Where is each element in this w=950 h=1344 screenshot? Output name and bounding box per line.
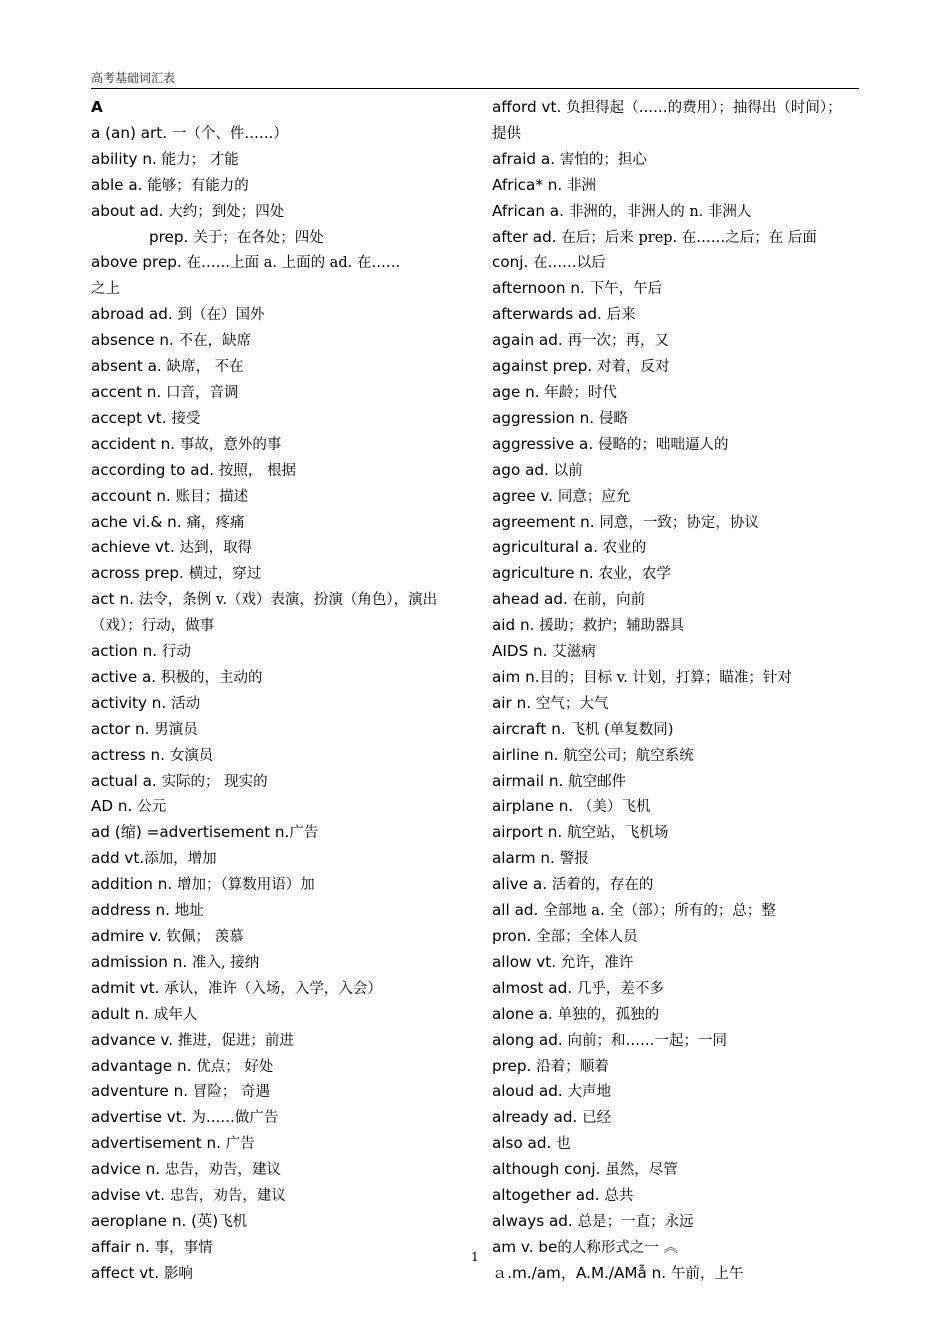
entry-definition: 空气；大气: [535, 695, 609, 712]
vocab-entry: [492, 613, 872, 639]
vocab-entry: [91, 276, 466, 302]
entry-term: actor n.: [91, 719, 155, 738]
entry-definition: 总共: [604, 1188, 634, 1205]
entry-definition: 冒险； 奇遇: [192, 1084, 270, 1101]
entry-definition: 痛，疼痛: [186, 514, 245, 531]
vocab-entry: [91, 302, 466, 328]
vocab-entry: [91, 1105, 466, 1131]
vocab-entry: [91, 354, 466, 380]
vocab-entry: [91, 250, 466, 276]
entry-term: A: [91, 98, 103, 116]
entry-term: actress n.: [91, 745, 170, 764]
vocab-entry: [91, 561, 466, 587]
entry-term: afternoon n.: [492, 279, 590, 298]
entry-definition: 不在，缺席: [178, 333, 252, 350]
entry-term: AIDS n.: [492, 642, 553, 661]
entry-term: absence n.: [91, 331, 179, 350]
vocab-entry: [91, 665, 466, 691]
entry-term: alone a.: [492, 1004, 558, 1023]
entry-definition: 准入, 接纳: [192, 954, 260, 971]
entry-term: ability n.: [91, 149, 162, 168]
entry-definition: 增加；（算数用语）加: [177, 877, 315, 894]
entry-definition: 的人称形式之一 ︽: [557, 1239, 678, 1256]
entry-definition: 负担得起（……的费用）；抽得出（时间）；: [566, 100, 842, 116]
vocab-entry: [492, 1261, 872, 1287]
entry-term: aloud ad.: [492, 1082, 568, 1101]
vocab-entry: [492, 898, 872, 924]
entry-term: ahead ad.: [492, 590, 573, 609]
entry-definition: 大声地: [567, 1084, 612, 1101]
entry-definition: 也: [556, 1136, 571, 1153]
entry-definition: 添加，增加: [144, 851, 217, 868]
entry-definition: 飞机: [218, 1213, 248, 1230]
entry-term: altogether ad.: [492, 1186, 605, 1205]
entry-term: all ad.: [492, 901, 544, 920]
entry-term: active a.: [91, 667, 161, 686]
vocab-entry: [91, 1209, 466, 1235]
entry-term: adult n.: [91, 1004, 154, 1023]
entry-definition: 航空公司；航空系统: [563, 747, 694, 764]
entry-definition: 允许，准许: [560, 954, 634, 971]
vocab-entry: [492, 458, 872, 484]
vocab-entry: [91, 717, 466, 743]
vocab-entry: [492, 1028, 872, 1054]
entry-term: agricultural a.: [492, 538, 603, 557]
entry-term: advise vt.: [91, 1186, 170, 1205]
vocab-entry: [91, 1131, 466, 1157]
entry-definition: 账目；描述: [175, 488, 249, 505]
vocab-entry: [492, 1183, 872, 1209]
entry-definition: 援助；救护；辅助器具: [539, 618, 685, 635]
vocab-entry: [492, 95, 872, 121]
entry-term: across prep.: [91, 564, 189, 583]
entry-term: agriculture n.: [492, 564, 599, 583]
entry-term: ａ.m./am，A.M./AMẫ n.: [492, 1263, 671, 1282]
page-number: 1: [471, 1250, 479, 1264]
entry-definition: 之上: [91, 281, 120, 298]
entry-definition: 推进，促进；前进: [177, 1032, 294, 1049]
vocab-entry: [91, 1079, 466, 1105]
entry-term: also ad.: [492, 1134, 557, 1153]
entry-definition: 沿着；顺着: [536, 1058, 609, 1075]
entry-definition: 警报: [559, 851, 589, 868]
vocab-entry: [91, 147, 466, 173]
entry-definition: 再一次；再，又: [567, 333, 670, 350]
vocab-entry: [492, 276, 872, 302]
entry-term: addition n.: [91, 875, 178, 894]
entry-definition: 在……以后: [533, 255, 606, 272]
entry-definition: 侵略的；咄咄逼人的: [598, 436, 729, 453]
entry-definition: 以前: [553, 462, 583, 479]
entry-definition: 成年人: [153, 1006, 198, 1023]
vocab-entry: [91, 872, 466, 898]
vocab-entry: [492, 639, 872, 665]
vocab-entry: [91, 846, 466, 872]
entry-term: alive a.: [492, 875, 552, 894]
entry-term: aeroplane n. (英): [91, 1211, 219, 1230]
entry-term: agree v.: [492, 486, 558, 505]
vocab-entry: [492, 173, 872, 199]
entry-definition: 航空站，飞机场: [567, 825, 669, 842]
right-column: [492, 95, 872, 1287]
entry-definition: 口音，音调: [166, 384, 239, 401]
entry-term: abroad ad.: [91, 305, 178, 324]
entry-term: aircraft n.: [492, 719, 571, 738]
vocab-entry: [492, 1209, 872, 1235]
vocab-entry: [492, 950, 872, 976]
entry-definition: 忠告，劝告，建议: [169, 1188, 286, 1205]
entry-term: affair n.: [91, 1237, 155, 1256]
entry-term: after ad.: [492, 227, 562, 246]
entry-term: affect vt.: [91, 1263, 164, 1282]
entry-term: about ad.: [91, 201, 169, 220]
entry-definition: 农业，农学: [598, 566, 672, 583]
entry-definition: 按照， 根据: [218, 462, 297, 479]
entry-definition: 侵略: [598, 410, 628, 427]
entry-definition: 同意，一致；协定，协议: [599, 514, 759, 531]
entry-definition: 影响: [163, 1265, 193, 1282]
entry-definition: 一（个、件……）: [171, 125, 288, 142]
entry-definition: 活动: [171, 695, 201, 712]
entry-definition: 非洲的，非洲人的 n. 非洲人: [568, 203, 752, 220]
entry-definition: 全部地 a. 全（部）；所有的；总；整: [543, 903, 776, 920]
entry-term: accident n.: [91, 434, 180, 453]
entry-term: age n.: [492, 382, 545, 401]
vocab-entry: [91, 898, 466, 924]
vocab-entry: [492, 691, 872, 717]
entry-term: airmail n.: [492, 771, 569, 790]
entry-definition: 优点； 好处: [196, 1058, 274, 1075]
entry-term: air n.: [492, 693, 536, 712]
entry-definition: 下午，午后: [589, 281, 663, 298]
entry-definition: （美）飞机: [578, 799, 651, 816]
vocab-entry: [91, 510, 466, 536]
entry-term: conj.: [492, 253, 534, 272]
entry-term: African a.: [492, 201, 569, 220]
entry-term: achieve vt.: [91, 538, 180, 557]
vocab-entry: [492, 872, 872, 898]
vocab-entry: [492, 1002, 872, 1028]
vocab-entry: [91, 691, 466, 717]
vocab-entry: [91, 380, 466, 406]
entry-definition: 对着，反对: [597, 359, 670, 376]
vocab-entry: [492, 717, 872, 743]
entry-term: activity n.: [91, 693, 172, 712]
entry-definition: 法令，条例 v.（戏）表演，扮演（角色），演出: [138, 592, 438, 609]
left-column: [91, 95, 466, 1287]
entry-definition: 能力； 才能: [161, 151, 239, 168]
entry-definition: 后来: [606, 307, 636, 324]
entry-term: pron.: [492, 927, 537, 945]
vocab-entry: [91, 484, 466, 510]
entry-term: able a.: [91, 175, 148, 194]
vocab-entry: [492, 846, 872, 872]
entry-definition: 年龄；时代: [544, 384, 617, 401]
vocab-entry: [492, 1105, 872, 1131]
vocab-entry: [91, 1261, 466, 1287]
entry-definition: 广告: [225, 1136, 255, 1153]
entry-definition: 地址: [174, 903, 204, 920]
entry-term: along ad.: [492, 1030, 568, 1049]
entry-definition: 几乎，差不多: [576, 980, 664, 997]
entry-term: airline n.: [492, 745, 564, 764]
vocab-entry: [91, 587, 466, 613]
entry-term: ache vi.& n.: [91, 512, 187, 531]
entry-term: action n.: [91, 642, 162, 661]
vocab-entry: [492, 380, 872, 406]
entry-term: always ad.: [492, 1211, 578, 1230]
entry-term: accept vt.: [91, 408, 172, 427]
vocab-entry: [91, 769, 466, 795]
entry-definition: 缺席， 不在: [166, 359, 244, 376]
entry-definition: 积极的，主动的: [160, 669, 263, 686]
entry-definition: 男演员: [154, 721, 198, 738]
entry-term: aggressive a.: [492, 434, 599, 453]
entry-term: alarm n.: [492, 849, 560, 868]
vocab-entry: [492, 535, 872, 561]
vocab-entry: [492, 587, 872, 613]
entry-term: accent n.: [91, 382, 167, 401]
entry-definition: 航空邮件: [568, 773, 627, 790]
entry-definition: 总是；一直；永远: [577, 1213, 694, 1230]
entry-definition: 单独的，孤独的: [557, 1006, 660, 1023]
entry-definition: 横过，穿过: [188, 566, 262, 583]
entry-term: admit vt.: [91, 978, 165, 997]
entry-term: aim n.: [492, 667, 540, 686]
vocab-entry: [492, 820, 872, 846]
entry-definition: 实际的； 现实的: [161, 773, 268, 790]
entry-term: actual a.: [91, 771, 162, 790]
vocab-entry: [91, 432, 466, 458]
entry-term: a (an) art.: [91, 123, 172, 142]
entry-term: adventure n.: [91, 1082, 193, 1101]
entry-term: advice n.: [91, 1160, 165, 1179]
vocab-entry: [492, 665, 872, 691]
vocab-entry: [492, 1157, 872, 1183]
entry-term: ago ad.: [492, 460, 554, 479]
vocab-entry: [91, 950, 466, 976]
entry-definition: 提供: [492, 125, 521, 142]
entry-term: prep.: [149, 227, 194, 246]
entry-definition: 广告: [289, 825, 319, 842]
vocab-entry: [91, 225, 466, 251]
vocab-entry: [492, 743, 872, 769]
entry-term: AD n.: [91, 797, 138, 816]
entry-term: Africa* n.: [492, 175, 568, 194]
vocab-entry: [91, 535, 466, 561]
vocab-entry: [91, 976, 466, 1002]
vocab-entry: [492, 328, 872, 354]
entry-definition: 公元: [137, 799, 167, 816]
vocab-entry: [492, 406, 872, 432]
vocab-entry: [492, 432, 872, 458]
entry-term: against prep.: [492, 357, 597, 376]
page-header: 高考基础词汇表: [91, 71, 859, 89]
vocab-entry: [492, 561, 872, 587]
vocab-entry: [492, 976, 872, 1002]
entry-definition: 艾滋病: [552, 644, 596, 661]
vocab-entry: [492, 794, 872, 820]
entry-definition: 虽然，尽管: [605, 1162, 678, 1179]
vocab-entry: [492, 250, 872, 276]
vocab-entry: [492, 769, 872, 795]
entry-definition: 在前，向前: [572, 592, 646, 609]
entry-term: prep.: [492, 1056, 537, 1075]
entry-definition: 事故，意外的事: [179, 436, 282, 453]
entry-definition: 活着的，存在的: [551, 877, 654, 894]
entry-term: allow vt.: [492, 952, 561, 971]
entry-term: advantage n.: [91, 1056, 197, 1075]
entry-term: afterwards ad.: [492, 305, 607, 324]
vocab-entry: [492, 354, 872, 380]
vocab-entry: [91, 1157, 466, 1183]
entry-definition: 目的；目标 v. 计划，打算；瞄准；针对: [539, 669, 792, 686]
entry-definition: 在后；后来 prep. 在……之后；在 后面: [561, 229, 817, 246]
vocab-entry: [492, 121, 872, 147]
entry-definition: 行动: [161, 644, 191, 661]
entry-term: again ad.: [492, 331, 568, 350]
entry-definition: 已经: [582, 1110, 612, 1127]
entry-definition: 能够；有能力的: [147, 177, 249, 194]
entry-term: act n.: [91, 590, 139, 609]
entry-definition: 同意；应允: [557, 488, 631, 505]
entry-term: almost ad.: [492, 978, 577, 997]
entry-definition: 农业的: [602, 540, 647, 557]
vocab-entry: [492, 1054, 872, 1080]
entry-definition: 接受: [171, 410, 201, 427]
entry-term: account n.: [91, 486, 176, 505]
vocab-entry: [492, 510, 872, 536]
entry-definition: 关于；在各处；四处: [193, 229, 324, 246]
entry-term: airplane n.: [492, 797, 579, 816]
vocab-entry: [91, 328, 466, 354]
entry-definition: （戏）；行动，做事: [91, 618, 215, 635]
entry-definition: 大约；到处；四处: [168, 203, 285, 220]
vocab-entry: [492, 1131, 872, 1157]
entry-definition: 到（在）国外: [177, 307, 265, 324]
vocab-entry: [492, 147, 872, 173]
vocab-entry: [91, 1002, 466, 1028]
entry-term: advance v.: [91, 1030, 178, 1049]
entry-definition: 午前，上午: [670, 1265, 744, 1282]
entry-term: above prep.: [91, 253, 187, 272]
vocab-entry: [91, 121, 466, 147]
entry-term: aid n.: [492, 616, 540, 635]
entry-definition: 忠告，劝告，建议: [164, 1162, 281, 1179]
entry-definition: 非洲: [567, 177, 597, 194]
entry-term: aggression n.: [492, 408, 599, 427]
entry-term: airport n.: [492, 823, 568, 842]
vocab-entry: [91, 95, 466, 121]
entry-term: admission n.: [91, 952, 193, 971]
entry-term: admire v.: [91, 927, 167, 945]
entry-definition: 向前；和……一起；一同: [567, 1032, 728, 1049]
vocab-entry: [91, 820, 466, 846]
entry-term: ad (缩) =advertisement n.: [91, 823, 290, 842]
entry-definition: 害怕的；担心: [559, 151, 647, 168]
entry-term: although conj.: [492, 1160, 606, 1179]
vocab-entry: [91, 458, 466, 484]
entry-definition: 事，事情: [154, 1239, 213, 1256]
vocab-entry: [492, 199, 872, 225]
entry-term: afford vt.: [492, 98, 567, 116]
entry-definition: 女演员: [169, 747, 214, 764]
entry-definition: 全部；全体人员: [536, 929, 638, 945]
vocab-entry: [91, 199, 466, 225]
vocab-entry: [492, 484, 872, 510]
entry-definition: 为……做广告: [191, 1110, 279, 1127]
entry-term: add vt.: [91, 849, 145, 868]
vocab-entry: [91, 924, 466, 950]
vocab-entry: [91, 794, 466, 820]
entry-term: am v. be: [492, 1237, 558, 1256]
vocab-entry: [492, 924, 872, 950]
vocab-entry: [492, 1079, 872, 1105]
vocab-entry: [492, 302, 872, 328]
vocab-entry: [91, 406, 466, 432]
entry-term: absent a.: [91, 357, 167, 376]
vocab-entry: [91, 1028, 466, 1054]
vocab-entry: [91, 639, 466, 665]
vocab-entry: [91, 1183, 466, 1209]
entry-definition: 达到，取得: [179, 540, 253, 557]
entry-definition: 钦佩； 羡慕: [166, 929, 244, 945]
entry-term: already ad.: [492, 1108, 583, 1127]
entry-term: advertisement n.: [91, 1134, 226, 1153]
entry-term: advertise vt.: [91, 1108, 192, 1127]
vocab-entry: [91, 613, 466, 639]
vocab-entry: [91, 1054, 466, 1080]
entry-term: address n.: [91, 901, 175, 920]
entry-term: according to ad.: [91, 460, 219, 479]
entry-term: agreement n.: [492, 512, 600, 531]
vocab-entry: [492, 225, 872, 251]
entry-definition: 承认，准许（入场，入学，入会）: [164, 980, 382, 997]
entry-definition: 在……上面 a. 上面的 ad. 在……: [186, 255, 401, 272]
vocab-entry: [91, 743, 466, 769]
vocab-entry: [91, 173, 466, 199]
entry-term: afraid a.: [492, 149, 560, 168]
entry-definition: 飞机 (单复数同): [570, 721, 674, 738]
